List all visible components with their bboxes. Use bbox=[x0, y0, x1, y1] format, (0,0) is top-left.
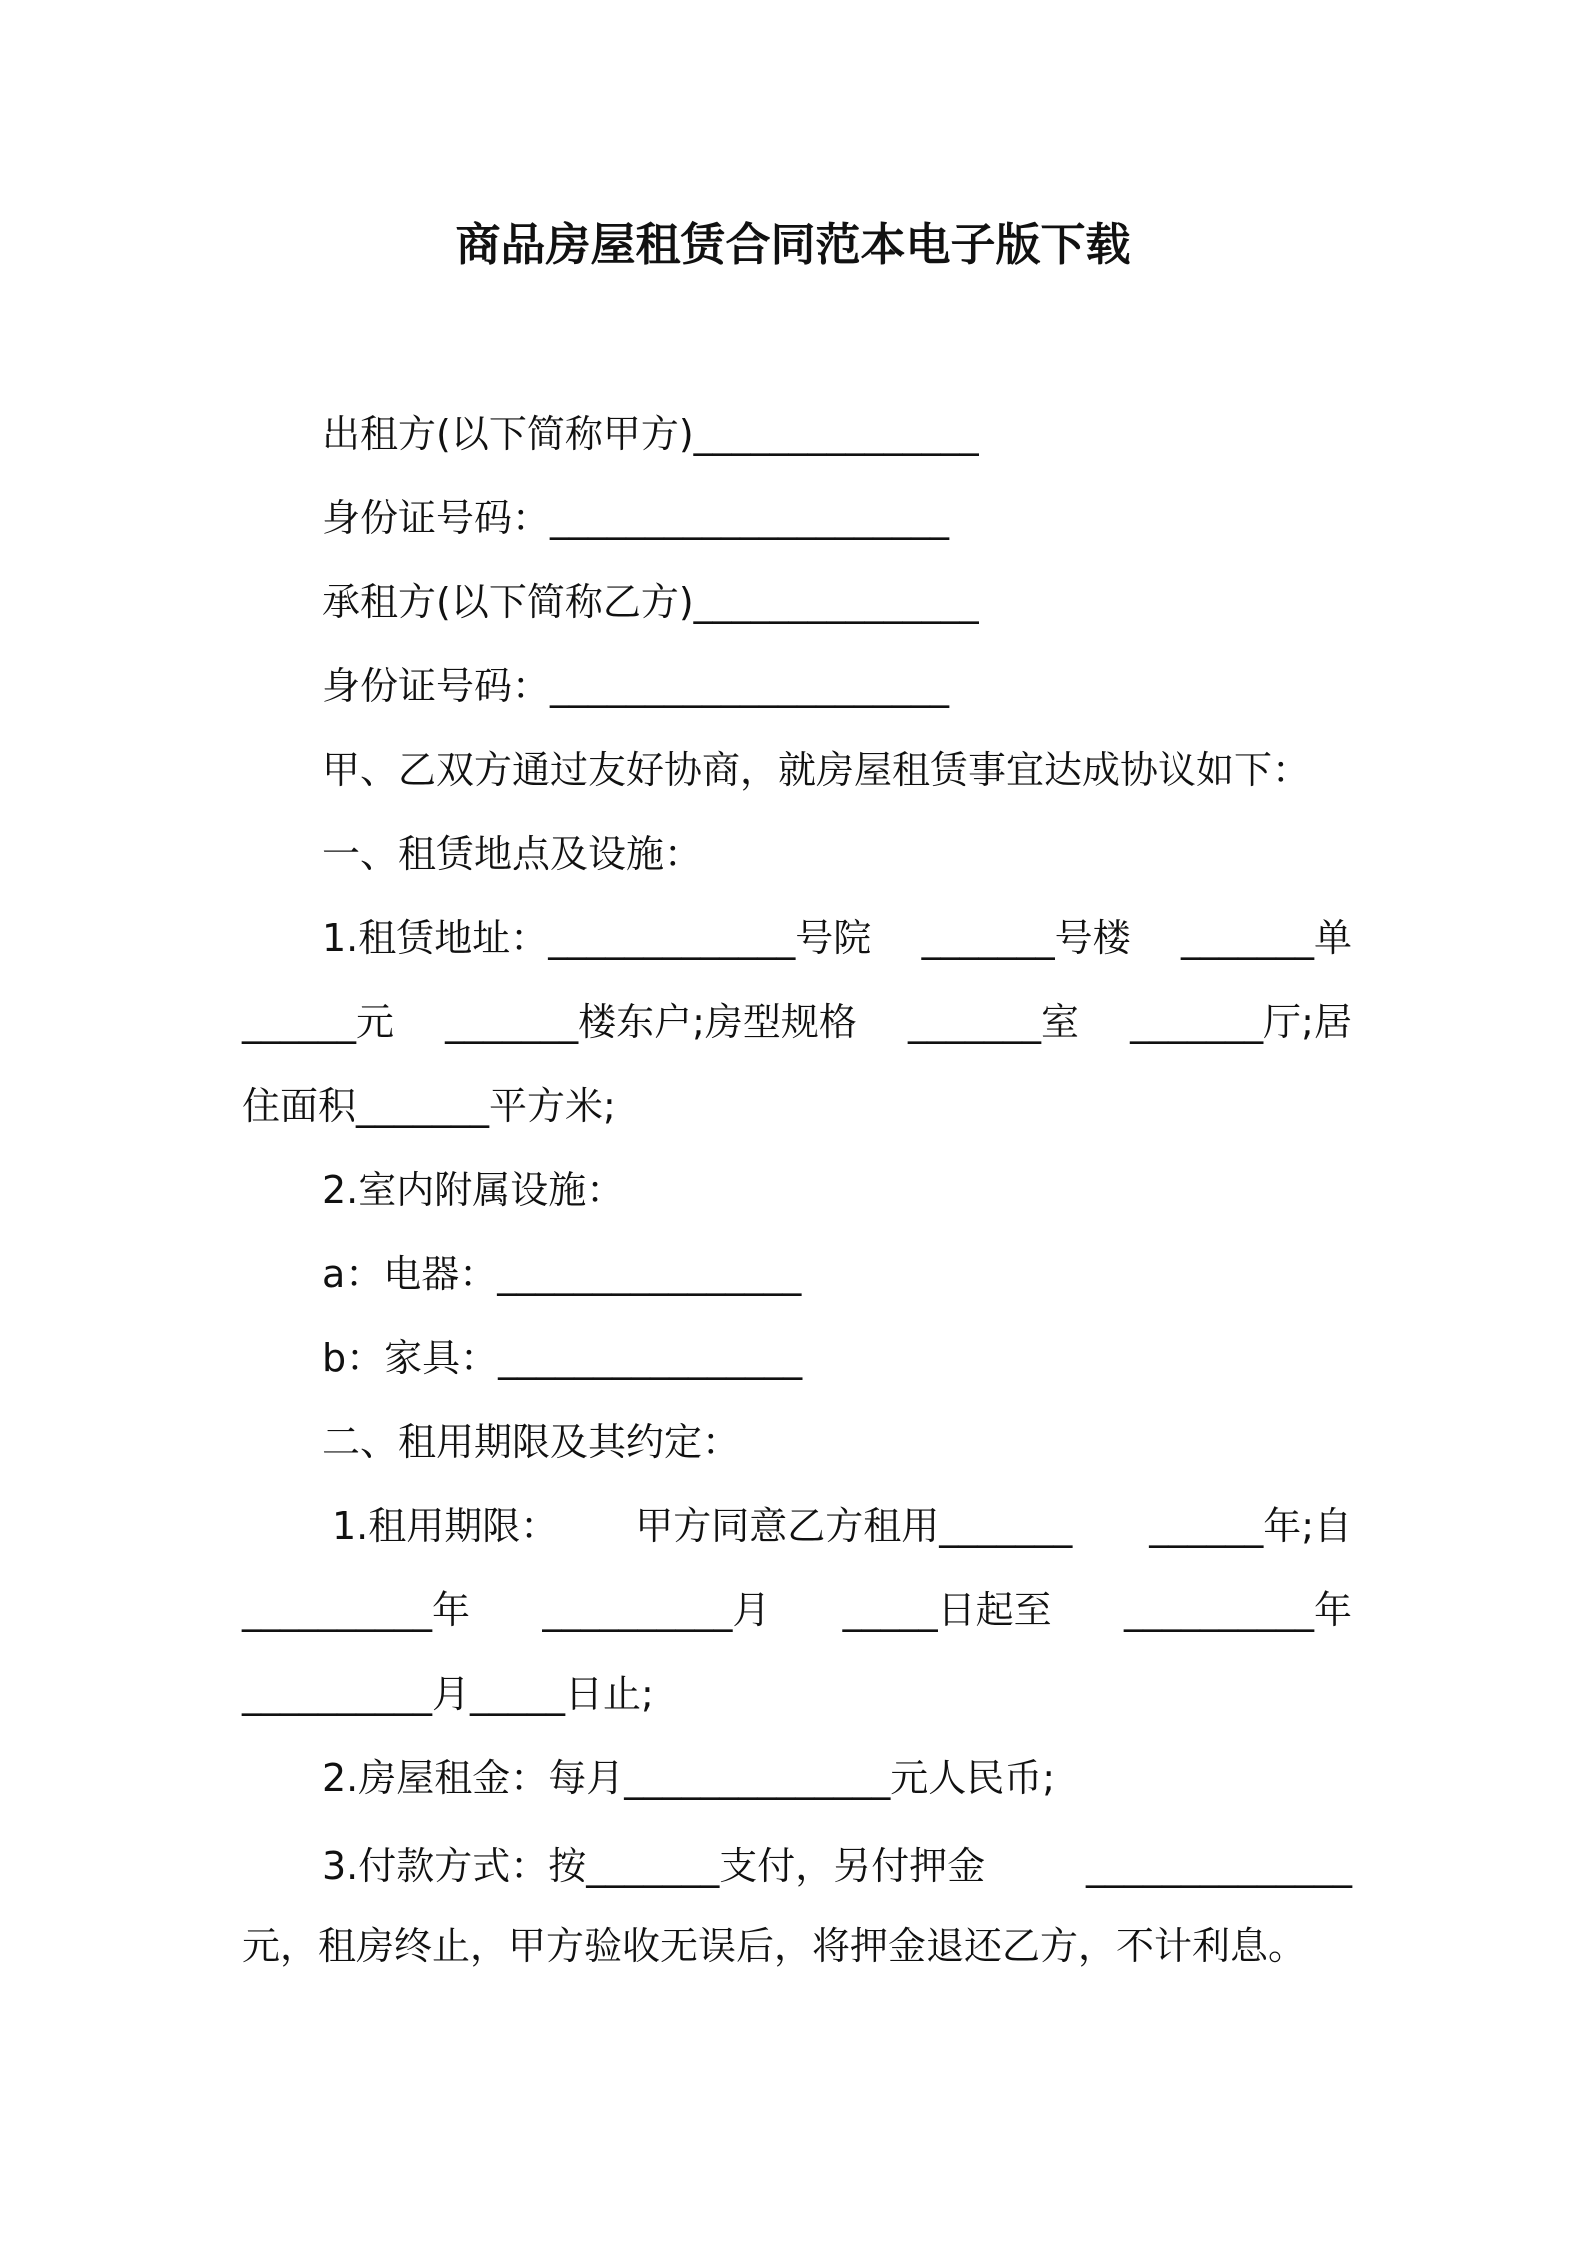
payment-line-2: 元，租房终止，甲方验收无误后，将押金退还乙方，不计利息。 bbox=[242, 1924, 1307, 1968]
term-years: ______年;自 bbox=[1149, 1504, 1352, 1548]
term-line-1 bbox=[332, 1498, 1352, 1554]
appliances-line: a：电器：________________ bbox=[322, 1252, 802, 1296]
furniture-line: b：家具：________________ bbox=[322, 1336, 803, 1380]
address-field-unit-value: ______元 bbox=[242, 1000, 395, 1044]
term-start-day: _____日起至 bbox=[842, 1588, 1052, 1632]
rent-line: 2.房屋租金：每月______________元人民币; bbox=[322, 1756, 1056, 1800]
term-line-3: __________月_____日止; bbox=[242, 1672, 654, 1716]
section-2-heading: 二、租用期限及其约定： bbox=[322, 1420, 741, 1464]
address-field-halls: _______厅;居 bbox=[1130, 1000, 1352, 1044]
agreement-intro: 甲、乙双方通过友好协商，就房屋租赁事宜达成协议如下： bbox=[322, 748, 1311, 792]
term-end-year: __________年 bbox=[1123, 1588, 1352, 1632]
address-line-3: 住面积_______平方米; bbox=[242, 1084, 616, 1128]
term-start-year: __________年 bbox=[242, 1588, 471, 1632]
term-label: 1.租用期限： bbox=[332, 1504, 559, 1548]
lessor-id-line: 身份证号码：_____________________ bbox=[322, 496, 950, 540]
lessee-line: 承租方(以下简称乙方)_______________ bbox=[322, 580, 979, 624]
payment-deposit-blank: ______________ bbox=[1086, 1844, 1352, 1888]
address-field-layout: _______楼东户;房型规格 bbox=[445, 1000, 857, 1044]
term-line-2 bbox=[242, 1582, 1352, 1638]
payment-method: 3.付款方式：按_______支付，另付押金 bbox=[322, 1844, 986, 1888]
address-field-unit: _______单 bbox=[1180, 916, 1352, 960]
section-1-heading: 一、租赁地点及设施： bbox=[322, 832, 703, 876]
address-field-rooms: _______室 bbox=[908, 1000, 1080, 1044]
address-line-2 bbox=[242, 994, 1352, 1050]
address-field-building: _______号楼 bbox=[921, 916, 1131, 960]
payment-line-1 bbox=[242, 1838, 1352, 1894]
address-field-courtyard: 1.租赁地址：_____________号院 bbox=[322, 916, 872, 960]
facilities-heading: 2.室内附属设施： bbox=[322, 1168, 625, 1212]
lessee-id-line: 身份证号码：_____________________ bbox=[322, 664, 950, 708]
document-title: 商品房屋租赁合同范本电子版下载 bbox=[455, 218, 1131, 271]
term-start-month: __________月 bbox=[542, 1588, 771, 1632]
term-agreement: 甲方同意乙方租用_______ bbox=[635, 1504, 1073, 1548]
address-line-1 bbox=[242, 910, 1352, 966]
lessor-line: 出租方(以下简称甲方)_______________ bbox=[322, 412, 979, 456]
